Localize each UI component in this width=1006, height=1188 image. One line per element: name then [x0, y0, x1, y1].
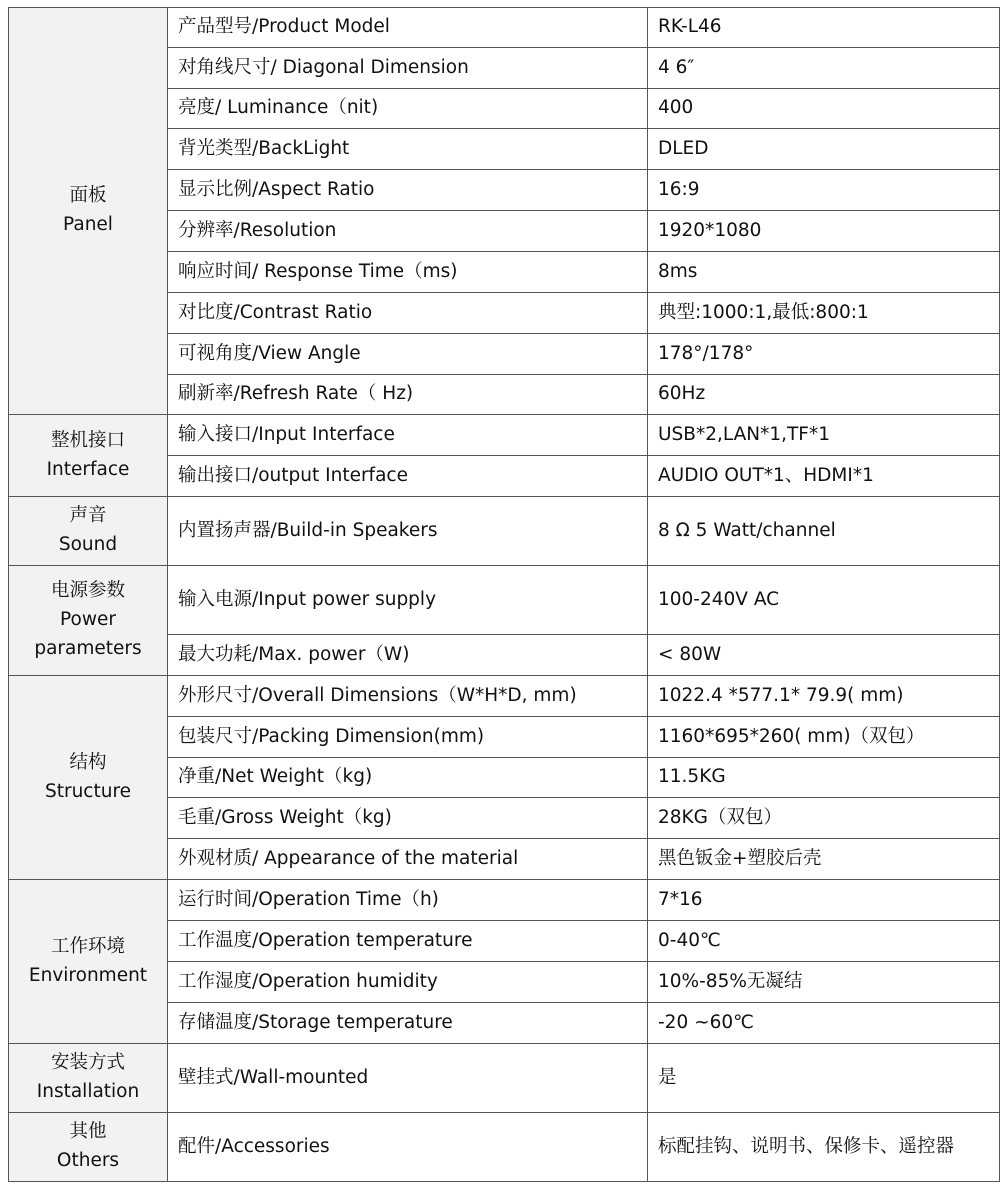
- spec-label: 内置扬声器/Build-in Speakers: [168, 497, 648, 566]
- spec-label: 净重/Net Weight（kg): [168, 758, 648, 798]
- spec-label: 外形尺寸/Overall Dimensions（W*H*D, mm): [168, 676, 648, 717]
- spec-label: 响应时间/ Response Time（ms): [168, 252, 648, 293]
- spec-label: 存储温度/Storage temperature: [168, 1003, 648, 1044]
- spec-value: RK-L46: [648, 8, 1000, 48]
- category-label: Power: [60, 609, 116, 631]
- spec-row: [9, 415, 1000, 456]
- spec-value: 1022.4 *577.1* 79.9( mm): [648, 676, 1000, 717]
- spec-row: [9, 1113, 1000, 1182]
- spec-row: [9, 880, 1000, 921]
- spec-label: 输出接口/output Interface: [168, 456, 648, 497]
- category-label: 安装方式: [50, 1052, 125, 1074]
- category-cell: [9, 880, 168, 1044]
- spec-label: 输入电源/Input power supply: [168, 566, 648, 635]
- spec-value: 11.5KG: [648, 758, 1000, 798]
- category-label: Sound: [58, 534, 118, 555]
- spec-label: 产品型号/Product Model: [168, 8, 648, 48]
- category-cell: [9, 1044, 168, 1113]
- spec-value: -20 ~60℃: [648, 1003, 1000, 1044]
- spec-label: 亮度/ Luminance（nit): [168, 89, 648, 129]
- spec-label: 毛重/Gross Weight（kg): [168, 798, 648, 839]
- spec-value: 是: [648, 1044, 1000, 1113]
- spec-table: [8, 7, 1000, 1182]
- category-label: 整机接口: [50, 429, 125, 451]
- spec-label: 对角线尺寸/ Diagonal Dimension: [168, 48, 648, 89]
- spec-label: 可视角度/View Angle: [168, 334, 648, 375]
- category-label: parameters: [34, 637, 142, 659]
- category-cell: [9, 676, 168, 880]
- spec-label: 运行时间/Operation Time（h): [168, 880, 648, 921]
- spec-value: 28KG（双包）: [648, 798, 1000, 839]
- spec-value: 60Hz: [648, 375, 1000, 415]
- spec-label: 外观材质/ Appearance of the material: [168, 839, 648, 880]
- spec-value: 400: [648, 89, 1000, 129]
- category-cell: [9, 1113, 168, 1182]
- category-cell: [9, 566, 168, 676]
- spec-value: 10%-85%无凝结: [648, 962, 1000, 1003]
- spec-value: DLED: [648, 129, 1000, 170]
- category-label: Installation: [36, 1081, 140, 1102]
- spec-label: 刷新率/Refresh Rate（ Hz): [168, 375, 648, 415]
- category-cell: [9, 415, 168, 497]
- spec-label: 对比度/Contrast Ratio: [168, 293, 648, 334]
- spec-value: 1920*1080: [648, 211, 1000, 252]
- category-cell: [9, 8, 168, 415]
- spec-row: [9, 566, 1000, 635]
- category-label: 电源参数: [50, 580, 125, 602]
- spec-row: [9, 8, 1000, 48]
- spec-table-body: [9, 8, 1000, 1182]
- spec-row: [9, 497, 1000, 566]
- spec-label: 输入接口/Input Interface: [168, 415, 648, 456]
- category-label: Structure: [44, 780, 132, 802]
- spec-value: 黑色钣金+塑胶后壳: [648, 839, 1000, 880]
- category-label: Interface: [46, 458, 130, 480]
- category-label: 面板: [69, 185, 107, 207]
- spec-value: 标配挂钩、说明书、保修卡、遥控器: [648, 1113, 1000, 1182]
- spec-value: USB*2,LAN*1,TF*1: [648, 415, 1000, 456]
- spec-value: 100-240V AC: [648, 566, 1000, 635]
- spec-label: 分辨率/Resolution: [168, 211, 648, 252]
- spec-value: 7*16: [648, 880, 1000, 921]
- spec-value: 典型:1000:1,最低:800:1: [648, 293, 1000, 334]
- spec-label: 工作湿度/Operation humidity: [168, 962, 648, 1003]
- category-label: 声音: [69, 505, 107, 527]
- spec-value: 4 6″: [648, 48, 1000, 89]
- spec-value: AUDIO OUT*1、HDMI*1: [648, 456, 1000, 497]
- category-label: Others: [56, 1150, 120, 1171]
- spec-value: 1160*695*260( mm)（双包）: [648, 717, 1000, 758]
- spec-row: [9, 676, 1000, 717]
- spec-value: 8 Ω 5 Watt/channel: [648, 497, 1000, 566]
- category-label: Environment: [28, 964, 148, 986]
- spec-label: 最大功耗/Max. power（W): [168, 635, 648, 676]
- spec-label: 包装尺寸/Packing Dimension(mm): [168, 717, 648, 758]
- category-label: 结构: [69, 751, 107, 773]
- spec-label: 壁挂式/Wall-mounted: [168, 1044, 648, 1113]
- spec-value: 16:9: [648, 170, 1000, 211]
- spec-label: 工作温度/Operation temperature: [168, 921, 648, 962]
- spec-value: < 80W: [648, 635, 1000, 676]
- spec-label: 配件/Accessories: [168, 1113, 648, 1182]
- category-cell: [9, 497, 168, 566]
- category-label: 工作环境: [50, 935, 125, 957]
- category-label: Panel: [63, 214, 113, 235]
- spec-value: 178°/178°: [648, 334, 1000, 375]
- spec-label: 背光类型/BackLight: [168, 129, 648, 170]
- spec-row: [9, 1044, 1000, 1113]
- spec-value: 8ms: [648, 252, 1000, 293]
- spec-label: 显示比例/Aspect Ratio: [168, 170, 648, 211]
- category-label: 其他: [69, 1121, 107, 1143]
- spec-value: 0-40℃: [648, 921, 1000, 962]
